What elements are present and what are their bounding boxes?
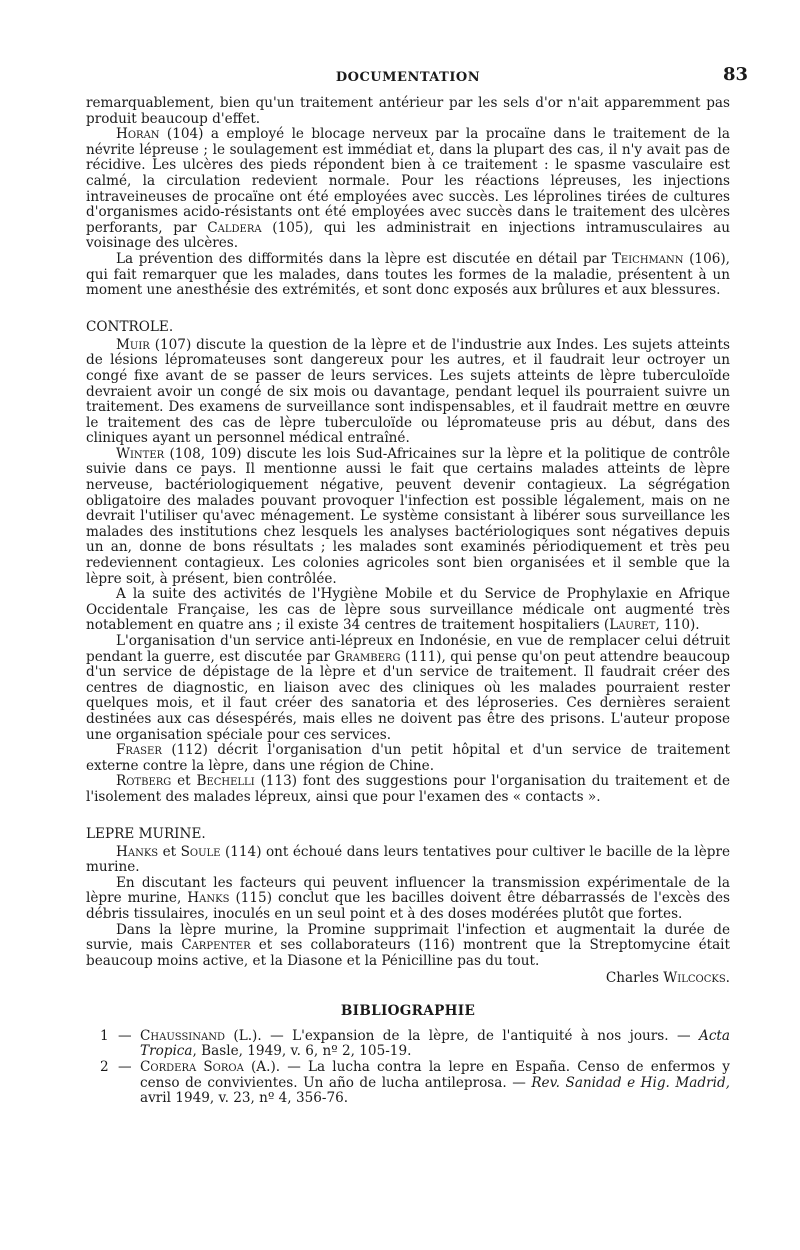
paragraph-text: A la suite des activités de l'Hygiène Mobile et du Service de Prophylaxie en Afrique Occidentale Française, les cas de lèpre sous surveillance médicale ont augmenté très notablement en quatre ans ; il existe 34 centres de traitement hospitaliers ( — [86, 586, 730, 634]
author-name: Horan — [116, 126, 160, 143]
paragraph-text: (113) font des suggestions pour l'organisation du traitement et de l'isolement des malades lépreux, ainsi que pour l'examen des « contacts ». — [86, 773, 730, 805]
paragraph — [86, 923, 730, 970]
author-name: Teichmann — [611, 250, 684, 267]
paragraph-text: remarquablement, bien qu'un traitement antérieur par les sels d'or n'ait apparemment pas produit beaucoup d'effet. — [86, 95, 730, 127]
author-name: Rotberg — [116, 773, 172, 790]
author-name: Muir — [116, 336, 150, 353]
author-name: Winter — [116, 445, 165, 462]
author-name: Soule — [180, 843, 221, 860]
paragraph — [86, 447, 730, 587]
paragraph-text: (107) discute la question de la lèpre et de l'industrie aux Indes. Les sujets atteints de lésions lépromateuses sont dangereux pour les autres, et il faudrait leur octroyer un congé fixe avant de se passer de leurs services. Les sujets atteints de lèpre tuberculoïde devraient avoir un congé de six mois ou davantage, pendant lequel ils pourraient suivre un traitement. Des examens de surveillance sont indispensables, et il faudrait mettre en œuvre le traitement des cas de lèpre tuberculoïde ou lépromateuse pris au début, dans des cliniques ayant un personnel médical entraîné. — [86, 336, 730, 447]
ref-dash: — — [118, 1059, 132, 1076]
author-name: Carpenter — [181, 937, 251, 954]
ref-author: Chaussinand — [140, 1027, 225, 1044]
bibliography-entry — [86, 1029, 730, 1060]
bibliography-entry — [86, 1060, 730, 1107]
paragraph-text: (106), qui fait remarquer que les malades, dans toutes les formes de la maladie, présentent à un moment une anesthésie des extrémités, et sont donc exposés aux brûlures et aux blessures. — [86, 250, 730, 299]
signature — [86, 971, 730, 987]
ref-text: (L.). — L'expansion de la lèpre, de l'antiquité à nos jours. — — [225, 1027, 699, 1044]
paragraph-text: et ses collaborateurs (116) montrent que la Streptomycine était beaucoup moins active, et la Diasone et la Pénicilline pas du tout. — [86, 937, 730, 969]
paragraph — [86, 587, 730, 634]
ref-author: Cordera Soroa — [140, 1059, 244, 1076]
ref-number: 1 — [100, 1027, 109, 1044]
paragraph-text: , 110). — [655, 617, 700, 634]
paragraph-text: (108, 109) discute les lois Sud-Africaines sur la lèpre et la politique de contrôle suivie dans ce pays. Il mentionne aussi le fait que certains malades atteints de lèpre nerveuse, bactériologiquement négative, peuvent devenir contagieux. La ségrégation obligatoire des malades pouvant provoquer l'infection est possible légalement, mais on ne devrait l'utiliser qu'avec ménagement. Le système consistant à libérer sous surveillance les malades des institutions chez lesquels les analyses bactériologiques sont négatives depuis un an, donne de bons résultats ; les malades sont examinés périodiquement et très peu redeviennent contagieux. Les colonies agricoles sont bien organisées et il semble que la lèpre soit, à présent, bien contrôlée. — [86, 445, 730, 587]
running-title: DOCUMENTATION — [335, 70, 481, 85]
paragraph — [86, 634, 730, 743]
paragraph — [86, 252, 730, 299]
author-name: Hanks — [116, 843, 159, 860]
paragraph-text: (104) a employé le blocage nerveux par la procaïne dans le traitement de la névrite lépreuse ; le soulagement est immédiat et, dans la plupart des cas, il n'y avait pas de récidive. Les ulcères des pieds répondent bien à ce traitement : le spasme vasculaire est calmé, la circulation redevient normale. Pour les réactions lépreuses, les injections intraveineuses de procaïne ont été employées avec succès. Les léprolines tirées de cultures d'organismes acido-résistants ont été employées avec succès dans le traitement des ulcères perforants, par — [86, 126, 730, 236]
section-heading-lepre-murine: LEPRE MURINE. — [86, 825, 206, 842]
paragraph-text: La prévention des difformités dans la lèpre est discutée en détail par — [116, 250, 612, 267]
page-header — [86, 60, 748, 96]
signature-last-name: Wilcocks. — [663, 970, 730, 987]
paragraph-text: (112) décrit l'organisation d'un petit hôpital et d'un service de traitement externe contre la lèpre, dans une région de Chine. — [86, 742, 730, 774]
paragraph-text: (105), qui les administrait en injections intramusculaires au voisinage des ulcères. — [86, 219, 730, 252]
paragraph-text: (111), qui pense qu'on peut attendre beaucoup d'un service de dépistage de la lèpre et d'un service de traitement. Il faudrait créer des centres de diagnostic, en liaison avec des cliniques où les malades pourraient rester quelques mois, et il faut créer des sanatoria et des léproseries. Ces dernières seraient destinées aux cas désespérés, mais elles ne doivent pas être des prisons. L'auteur propose une organisation spéciale pour ces services. — [86, 648, 730, 743]
paragraph — [86, 96, 730, 127]
paragraph-text: (115) conclut que les bacilles doivent être débarrassés de l'excès des débris tissulaires, inoculés en un seul point et à des doses modérées plutôt que fortes. — [86, 890, 730, 922]
page-number: 83 — [722, 64, 748, 85]
ref-journal: Acta Tropica — [140, 1027, 730, 1060]
signature-first-name: Charles — [605, 970, 664, 987]
paragraph — [86, 338, 730, 447]
paragraph-text: et — [171, 773, 197, 790]
ref-journal: Rev. Sanidad e Hig. Madrid, — [531, 1074, 730, 1091]
ref-text: (A.). — La lucha contra la lepre en España. Censo de enfermos y censo de convivientes. Un año de lucha antileprosa. — — [140, 1059, 730, 1091]
paragraph — [86, 876, 730, 923]
bibliography-title: BIBLIOGRAPHIE — [340, 1002, 476, 1019]
paragraph-text: L'organisation d'un service anti-lépreux en Indonésie, en vue de remplacer celui détruit pendant la guerre, est discutée par — [86, 633, 730, 665]
paragraph-text: En discutant les facteurs qui peuvent influencer la transmission expérimentale de la lèpre murine, — [86, 874, 730, 907]
paragraph-text: et — [158, 843, 181, 860]
paragraph-text: Dans la lèpre murine, la Promine supprimait l'infection et augmentait la durée de survie, mais — [86, 921, 730, 954]
paragraph-text: (114) ont échoué dans leurs tentatives pour cultiver le bacille de la lèpre murine. — [86, 843, 730, 876]
ref-body — [140, 1060, 730, 1107]
paragraph — [86, 845, 730, 876]
paragraph — [86, 743, 730, 774]
author-name: Bechelli — [196, 773, 255, 790]
ref-body — [140, 1029, 730, 1060]
author-name: Caldera — [207, 219, 262, 236]
ref-text: , Basle, 1949, v. 6, nº 2, 105-19. — [192, 1043, 412, 1060]
author-name: Hanks — [187, 890, 230, 907]
author-name: Gramberg — [334, 648, 401, 665]
ref-dash: — — [118, 1027, 132, 1044]
document-page — [86, 60, 748, 1107]
paragraph — [86, 127, 730, 252]
author-name: Lauret — [609, 617, 656, 634]
ref-number: 2 — [100, 1059, 109, 1076]
section-heading-controle: CONTROLE. — [86, 318, 174, 335]
ref-text: avril 1949, v. 23, nº 4, 356-76. — [140, 1090, 349, 1107]
author-name: Fraser — [116, 742, 162, 759]
paragraph — [86, 774, 730, 805]
